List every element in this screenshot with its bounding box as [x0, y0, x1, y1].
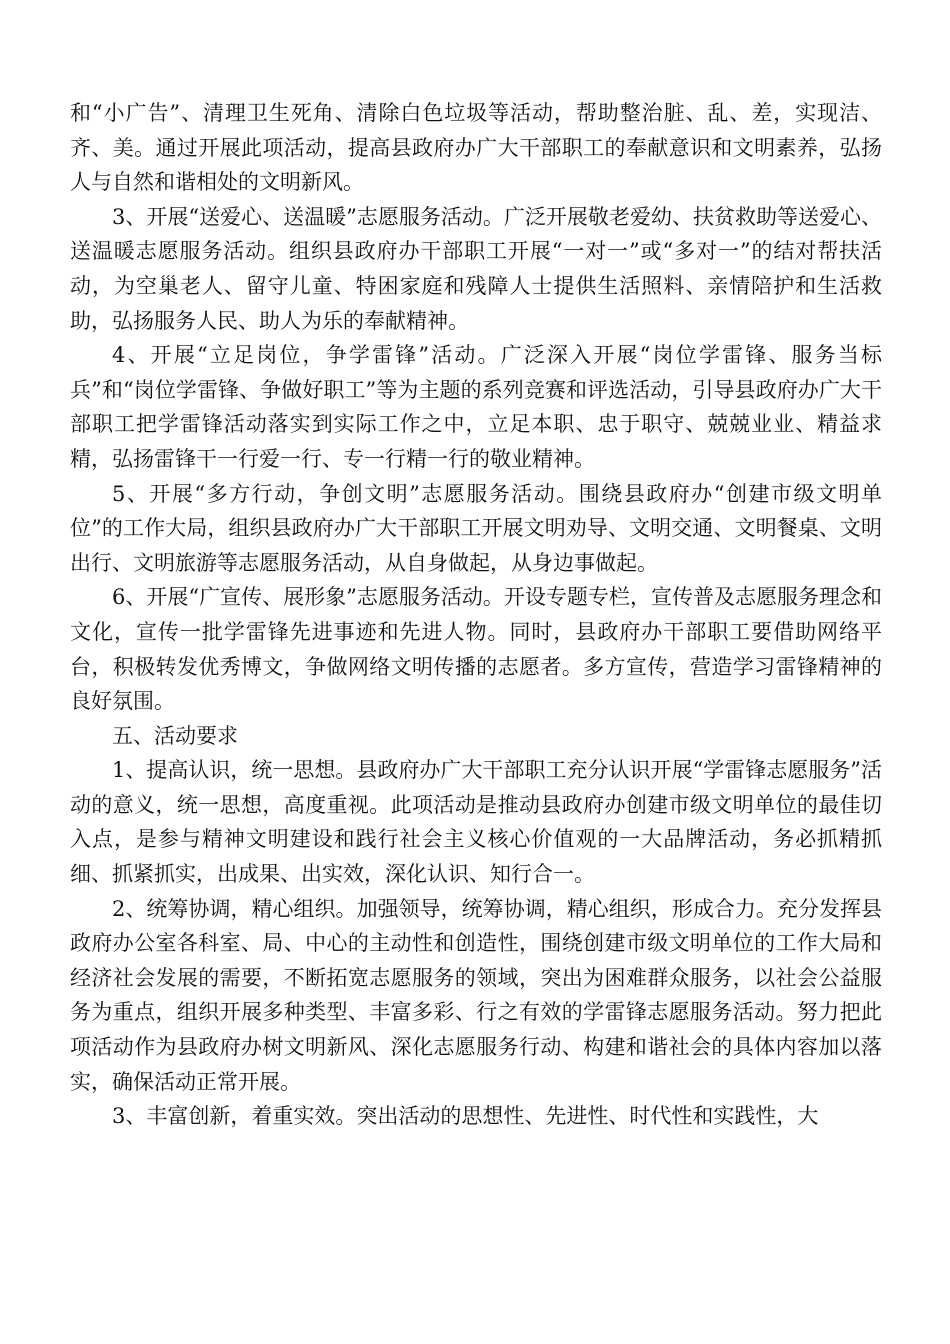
section-heading: 五、活动要求: [112, 723, 238, 748]
paragraph-item-6: 6、开展“广宣传、展形象”志愿服务活动。开设专题专栏，宣传普及志愿服务理念和文化，宣传一批学雷锋先进事迹和先进人物。同时，县政府办干部职工要借助网络平台，积极转发优秀博文，争做网络文明传播的志愿者。多方宣传，营造学习雷锋精神的良好氛围。: [70, 585, 882, 714]
paragraph-item-5: 5、开展“多方行动，争创文明”志愿服务活动。围绕县政府办“创建市级文明单位”的工作大局，组织县政府办广大干部职工开展文明劝导、文明交通、文明餐桌、文明出行、文明旅游等志愿服务活动，从自身做起，从身边事做起。: [70, 481, 882, 575]
paragraph-item-3: 3、开展“送爱心、送温暖”志愿服务活动。广泛开展敬老爱幼、扶贫救助等送爱心、送温暖志愿服务活动。组织县政府办干部职工开展“一对一”或“多对一”的结对帮扶活动，为空巢老人、留守儿童、特困家庭和残障人士提供生活照料、亲情陪护和生活救助，弘扬服务人民、助人为乐的奉献精神。: [70, 204, 882, 333]
paragraph-requirement-1: 1、提高认识，统一思想。县政府办广大干部职工充分认识开展“学雷锋志愿服务”活动的意义，统一思想，高度重视。此项活动是推动县政府办创建市级文明单位的最佳切入点，是参与精神文明建设和践行社会主义核心价值观的一大品牌活动，务必抓精抓细、抓紧抓实，出成果、出实效，深化认识、知行合一。: [70, 758, 882, 887]
paragraph-continuation: 和“小广告”、清理卫生死角、清除白色垃圾等活动，帮助整治脏、乱、差，实现洁、齐、美。通过开展此项活动，提高县政府办广大干部职工的奉献意识和文明素养，弘扬人与自然和谐相处的文明新风。: [70, 101, 882, 195]
document-body: [70, 96, 882, 1134]
paragraph-requirement-3: 3、丰富创新，着重实效。突出活动的思想性、先进性、时代性和实践性，大: [112, 1104, 819, 1129]
paragraph-requirement-2: 2、统筹协调，精心组织。加强领导，统筹协调，精心组织，形成合力。充分发挥县政府办公室各科室、局、中心的主动性和创造性，围绕创建市级文明单位的工作大局和经济社会发展的需要，不断拓宽志愿服务的领域，突出为困难群众服务，以社会公益服务为重点，组织开展多种类型、丰富多彩、行之有效的学雷锋志愿服务活动。努力把此项活动作为县政府办树文明新风、深化志愿服务行动、构建和谐社会的具体内容加以落实，确保活动正常开展。: [70, 896, 882, 1094]
paragraph-item-4: 4、开展“立足岗位，争学雷锋”活动。广泛深入开展“岗位学雷锋、服务当标兵”和“岗位学雷锋、争做好职工”等为主题的系列竞赛和评选活动，引导县政府办广大干部职工把学雷锋活动落实到实际工作之中，立足本职、忠于职守、兢兢业业、精益求精，弘扬雷锋干一行爱一行、专一行精一行的敬业精神。: [70, 343, 882, 471]
